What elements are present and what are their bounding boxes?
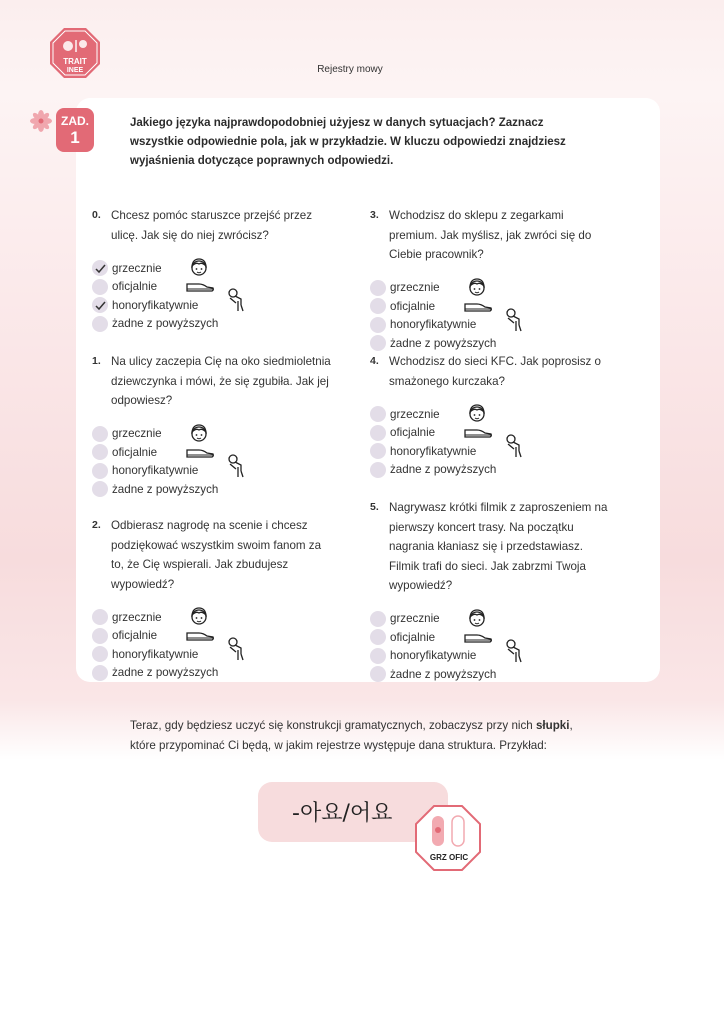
option-label: żadne z powyższych (390, 463, 497, 477)
option-row[interactable] (370, 279, 610, 298)
option-label: honoryfikatywnie (112, 298, 199, 312)
checkbox[interactable] (370, 335, 386, 351)
options-list (370, 405, 610, 479)
options-list (92, 608, 332, 682)
checkbox[interactable] (92, 444, 108, 460)
option-label: oficjalnie (390, 299, 436, 313)
option-row[interactable] (92, 480, 332, 499)
option-row[interactable] (370, 647, 610, 666)
official-shoe-icon (463, 299, 493, 318)
checkbox[interactable] (92, 665, 108, 681)
question-text (92, 206, 332, 245)
option-label: oficjalnie (390, 426, 436, 440)
checkbox[interactable] (92, 628, 108, 644)
option-row[interactable] (92, 645, 332, 664)
option-label: grzecznie (390, 407, 440, 421)
checkbox[interactable] (92, 481, 108, 497)
question-5 (370, 498, 610, 684)
task-instruction: Jakiego języka najprawdopodobniej użyjesz w danych sytuacjach? Zaznacz wszystkie odpowiednie pola, jak w przykładzie. W kluczu odpowiedzi znajdziesz wyjaśnienia dotyczące poprawnych odpowiedzi. (130, 117, 566, 167)
option-label: grzecznie (112, 610, 162, 624)
question-0 (92, 206, 332, 333)
question-text (92, 516, 332, 594)
task-badge (56, 108, 94, 152)
checked-checkbox[interactable] (92, 297, 108, 313)
paragraph-part-1: Teraz, gdy będziesz uczyć się konstrukcji gramatycznych, zobaczysz przy nich (130, 719, 536, 732)
question-4 (370, 352, 610, 479)
options-list (370, 279, 610, 353)
question-number: 4. (370, 355, 379, 367)
checkbox[interactable] (92, 426, 108, 442)
question-number: 5. (370, 501, 379, 513)
option-row[interactable] (92, 608, 332, 627)
option-label: żadne z powyższych (390, 336, 497, 350)
checkbox[interactable] (370, 317, 386, 333)
option-label: grzecznie (390, 612, 440, 626)
options-list (370, 610, 610, 684)
paragraph-part-2: , które przypominać Ci będą, w jakim rejestrze występuje dana struktura. Przykład: (130, 719, 573, 752)
option-label: żadne z powyższych (112, 317, 219, 331)
page-header-title: Rejestry mowy (317, 64, 383, 75)
checkbox[interactable] (370, 462, 386, 478)
explanation-paragraph (130, 716, 600, 756)
task-badge-label: ZAD. (61, 114, 89, 128)
register-labels (422, 853, 476, 862)
option-row[interactable] (92, 315, 332, 334)
question-text (370, 498, 610, 596)
question-number: 3. (370, 209, 379, 221)
option-row[interactable] (370, 461, 610, 480)
question-3 (370, 206, 610, 353)
paragraph-bold-term: słupki (535, 719, 570, 732)
checkbox[interactable] (370, 648, 386, 664)
option-label: grzecznie (112, 261, 162, 275)
option-row[interactable] (92, 296, 332, 315)
option-label: oficjalnie (112, 280, 158, 294)
logo-text-1: TRAIT (63, 57, 87, 66)
checkbox[interactable] (370, 425, 386, 441)
question-prompt: Wchodzisz do sieci KFC. Jak poprosisz o smażonego kurczaka? (389, 355, 601, 388)
checkbox[interactable] (370, 443, 386, 459)
option-row[interactable] (370, 316, 610, 335)
option-label: grzecznie (390, 281, 440, 295)
checkbox[interactable] (92, 279, 108, 295)
option-row[interactable] (370, 442, 610, 461)
label-grz: GRZ (429, 853, 447, 862)
honorific-bow-icon (504, 433, 524, 464)
checkbox[interactable] (370, 629, 386, 645)
option-label: grzecznie (112, 427, 162, 441)
honorific-bow-icon (226, 287, 246, 318)
official-shoe-icon (185, 628, 215, 647)
question-text (370, 352, 610, 391)
option-row[interactable] (92, 462, 332, 481)
checkbox[interactable] (370, 611, 386, 627)
option-label: honoryfikatywnie (390, 444, 477, 458)
option-label: oficjalnie (390, 630, 436, 644)
official-shoe-icon (463, 425, 493, 444)
question-prompt: Na ulicy zaczepia Cię na oko siedmioletnia dziewczynka i mówi, że się zgubiła. Jak jej odpowiesz? (111, 355, 331, 407)
checkbox[interactable] (370, 406, 386, 422)
checkbox[interactable] (92, 316, 108, 332)
checked-checkbox[interactable] (92, 260, 108, 276)
question-text (370, 206, 610, 265)
question-text (92, 352, 332, 411)
checkbox[interactable] (92, 646, 108, 662)
option-row[interactable] (370, 334, 610, 353)
question-prompt: Nagrywasz krótki filmik z zaproszeniem na pierwszy koncert trasy. Na początku nagrania kłaniasz się i przedstawiasz. Filmik trafi do sieci. Jak zabrzmi Twoja wypowiedź? (389, 501, 608, 592)
official-shoe-icon (185, 279, 215, 298)
option-label: żadne z powyższych (390, 667, 497, 681)
option-label: honoryfikatywnie (112, 464, 199, 478)
option-label: oficjalnie (112, 629, 158, 643)
flower-icon (30, 110, 52, 132)
honorific-bow-icon (226, 636, 246, 667)
logo-text-2: INEE (66, 67, 84, 74)
checkbox[interactable] (370, 666, 386, 682)
question-number: 0. (92, 209, 101, 221)
option-label: honoryfikatywnie (390, 649, 477, 663)
official-shoe-icon (463, 630, 493, 649)
official-shoe-icon (185, 445, 215, 464)
question-prompt: Wchodzisz do sklepu z zegarkami premium. Jak myślisz, jak zwróci się do Ciebie pracownik? (389, 209, 592, 261)
question-prompt: Chcesz pomóc staruszce przejść przez ulicę. Jak się do niej zwrócisz? (111, 209, 313, 242)
options-list (92, 259, 332, 333)
task-badge-number: 1 (70, 128, 80, 147)
honorific-bow-icon (504, 307, 524, 338)
question-number: 1. (92, 355, 101, 367)
option-row[interactable] (370, 405, 610, 424)
option-row[interactable] (92, 259, 332, 278)
example-grammar-form: -아요/어요 (292, 801, 393, 826)
checkbox[interactable] (370, 280, 386, 296)
question-number: 2. (92, 519, 101, 531)
option-row[interactable] (370, 610, 610, 629)
option-label: oficjalnie (112, 445, 158, 459)
option-label: honoryfikatywnie (112, 647, 199, 661)
question-1 (92, 352, 332, 499)
honorific-bow-icon (226, 453, 246, 484)
question-prompt: Odbierasz nagrodę na scenie i chcesz podziękować wszystkim swoim fanom za to, że Cię wspierali. Jak zbudujesz wypowiedź? (111, 519, 322, 591)
question-2 (92, 516, 332, 682)
option-label: żadne z powyższych (112, 482, 219, 496)
label-ofic: OFIC (449, 853, 469, 862)
option-label: żadne z powyższych (112, 666, 219, 680)
option-row[interactable] (370, 665, 610, 684)
option-row[interactable] (92, 425, 332, 444)
checkbox[interactable] (92, 609, 108, 625)
honorific-bow-icon (504, 638, 524, 669)
option-label: honoryfikatywnie (390, 318, 477, 332)
option-row[interactable] (92, 664, 332, 683)
checkbox[interactable] (92, 463, 108, 479)
checkbox[interactable] (370, 298, 386, 314)
options-list (92, 425, 332, 499)
